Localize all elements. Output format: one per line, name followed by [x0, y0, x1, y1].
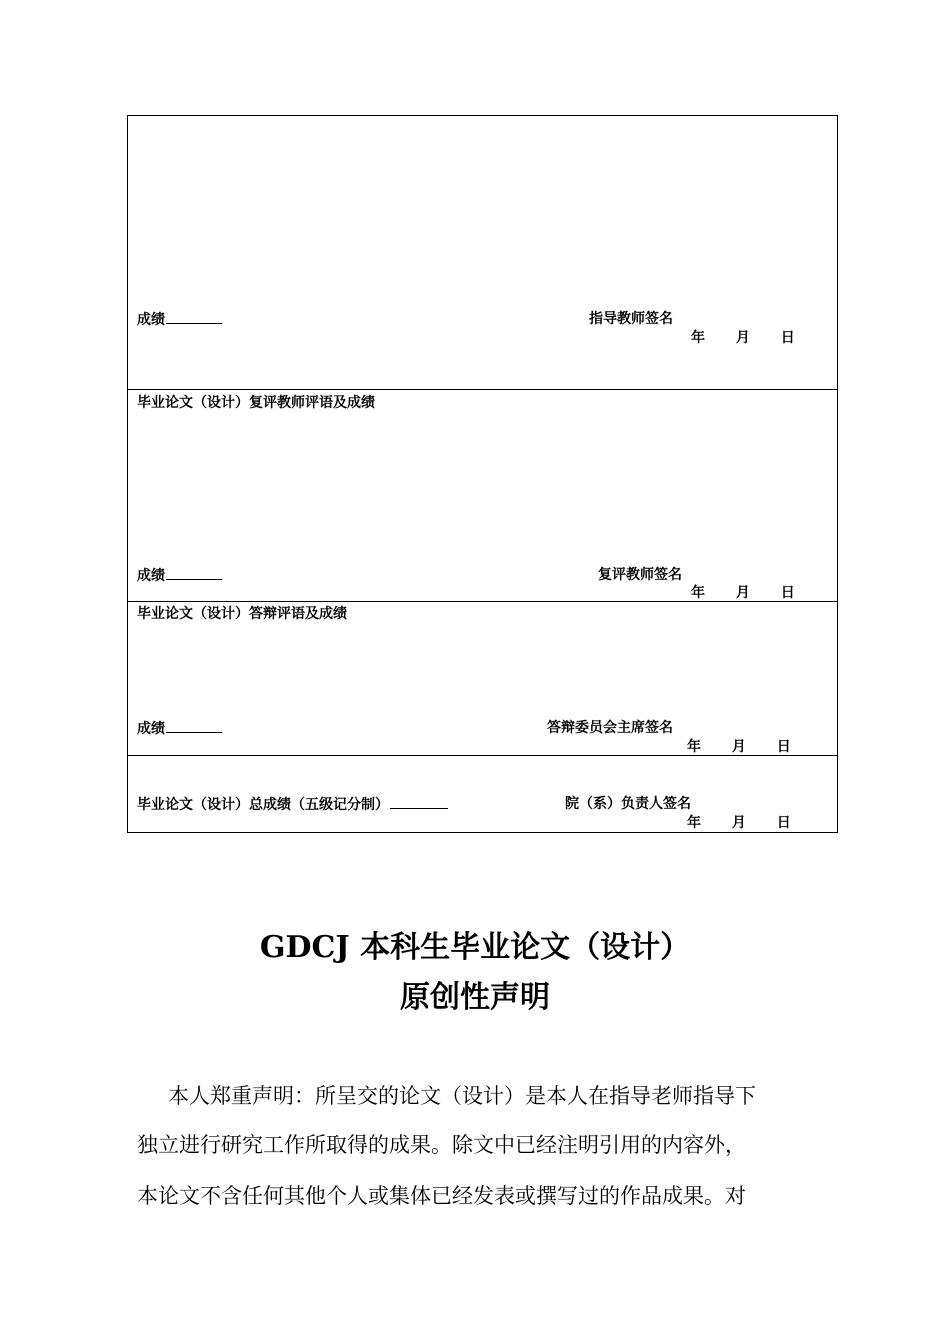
declaration-subtitle: 原创性声明: [400, 980, 550, 1015]
total-grade-label: 毕业论文（设计）总成绩（五级记分制）: [137, 797, 389, 813]
total-grade-field: [137, 796, 448, 813]
evaluation-form-table: [127, 115, 838, 833]
advisor-grade-field: [137, 311, 222, 328]
defense-section: [128, 602, 837, 756]
total-section: [128, 756, 837, 832]
defense-grade-blank[interactable]: [166, 720, 222, 733]
month-label: 月: [731, 815, 746, 831]
advisor-section: [128, 116, 837, 390]
day-label: 日: [776, 739, 791, 755]
month-label: 月: [731, 739, 746, 755]
total-sign-label: 院（系）负责人签名: [565, 796, 691, 812]
year-label: 年: [691, 330, 705, 346]
year-label: 年: [687, 815, 701, 831]
advisor-grade-blank[interactable]: [166, 311, 222, 324]
total-grade-blank[interactable]: [390, 796, 448, 809]
review-grade-label: 成绩: [137, 568, 165, 584]
month-label: 月: [735, 330, 750, 346]
review-heading: 毕业论文（设计）复评教师评语及成绩: [137, 395, 375, 411]
declaration-line-1: 本人郑重声明：所呈交的论文（设计）是本人在指导老师指导下: [168, 1084, 756, 1108]
defense-sign-label: 答辩委员会主席签名: [547, 720, 673, 736]
review-sign-label: 复评教师签名: [598, 567, 682, 583]
day-label: 日: [780, 585, 795, 601]
review-grade-field: [137, 567, 222, 584]
review-date: [691, 585, 795, 601]
defense-grade-field: [137, 720, 222, 737]
year-label: 年: [691, 585, 705, 601]
declaration-line-3: 本论文不含任何其他个人或集体已经发表或撰写过的作品成果。对: [137, 1184, 746, 1208]
defense-date: [687, 739, 791, 755]
advisor-date: [691, 330, 795, 346]
declaration-title: GDCJ 本科生毕业论文（设计）: [259, 930, 691, 965]
advisor-grade-label: 成绩: [137, 312, 165, 328]
day-label: 日: [776, 815, 791, 831]
defense-grade-label: 成绩: [137, 721, 165, 737]
defense-heading: 毕业论文（设计）答辩评语及成绩: [137, 606, 347, 622]
year-label: 年: [687, 739, 701, 755]
review-section: [128, 390, 837, 602]
day-label: 日: [780, 330, 795, 346]
total-date: [687, 815, 791, 831]
declaration-line-2: 独立进行研究工作所取得的成果。除文中已经注明引用的内容外，: [137, 1133, 746, 1157]
advisor-sign-label: 指导教师签名: [589, 311, 673, 327]
review-grade-blank[interactable]: [166, 567, 222, 580]
month-label: 月: [735, 585, 750, 601]
